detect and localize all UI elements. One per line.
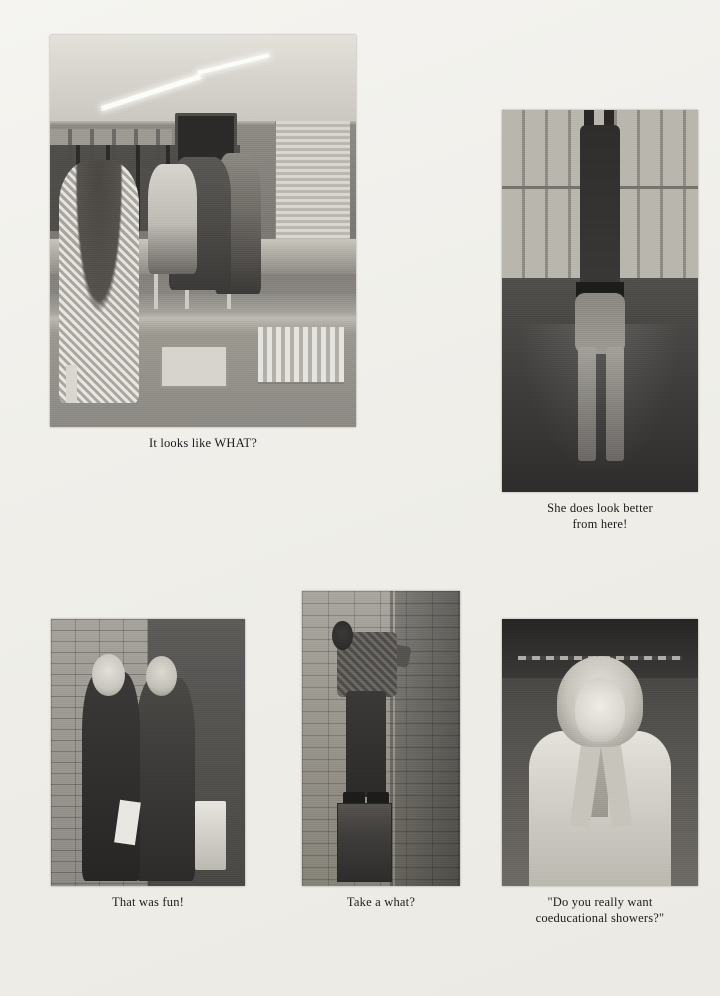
caption-line: That was fun!	[111, 895, 185, 909]
photo-chemistry-lab	[50, 35, 356, 427]
photo-two-girls-brick-wall	[51, 619, 245, 886]
reagent-bottles	[258, 327, 344, 384]
photo-block-chemistry-lab	[50, 35, 356, 452]
girl-figure	[136, 678, 194, 881]
student-figure	[148, 164, 197, 274]
photo-caption	[502, 501, 698, 532]
photo-boy-standing-on-box	[302, 591, 460, 886]
caption-line: She does look better	[547, 501, 653, 515]
lab-sink	[160, 345, 228, 388]
student-legs	[66, 365, 77, 404]
figure-hips	[575, 293, 626, 354]
photo-block-two-girls	[51, 619, 245, 911]
boy-head	[332, 621, 353, 651]
student-figure-foreground	[59, 160, 139, 403]
photo-caption	[302, 895, 460, 911]
caption-line: Take a what?	[346, 895, 416, 909]
woman-face	[575, 678, 626, 742]
girl-figure	[82, 672, 140, 880]
figure-torso	[580, 125, 619, 293]
photo-caption	[502, 895, 698, 926]
photo-caption	[51, 895, 245, 911]
caption-line: from here!	[572, 516, 628, 531]
photo-smiling-woman	[502, 619, 698, 886]
lab-window	[275, 121, 349, 239]
photo-block-handstand	[502, 110, 698, 532]
wall-shadow	[395, 591, 460, 886]
photo-block-boy-on-box	[302, 591, 460, 911]
figure-leg	[578, 347, 596, 462]
dark-box	[337, 803, 393, 882]
caption-line: "Do you really want	[547, 895, 653, 909]
photo-handstand-lockers	[502, 110, 698, 492]
lab-ceiling	[50, 35, 356, 121]
caption-line: It looks like WHAT?	[148, 436, 258, 450]
girl-head	[92, 654, 125, 697]
caption-line: coeducational showers?"	[535, 910, 665, 925]
figure-leg	[606, 347, 624, 462]
shopping-bag	[195, 801, 226, 870]
photo-block-smiling-woman	[502, 619, 698, 926]
photo-caption	[50, 436, 356, 452]
boy-legs	[346, 691, 386, 797]
